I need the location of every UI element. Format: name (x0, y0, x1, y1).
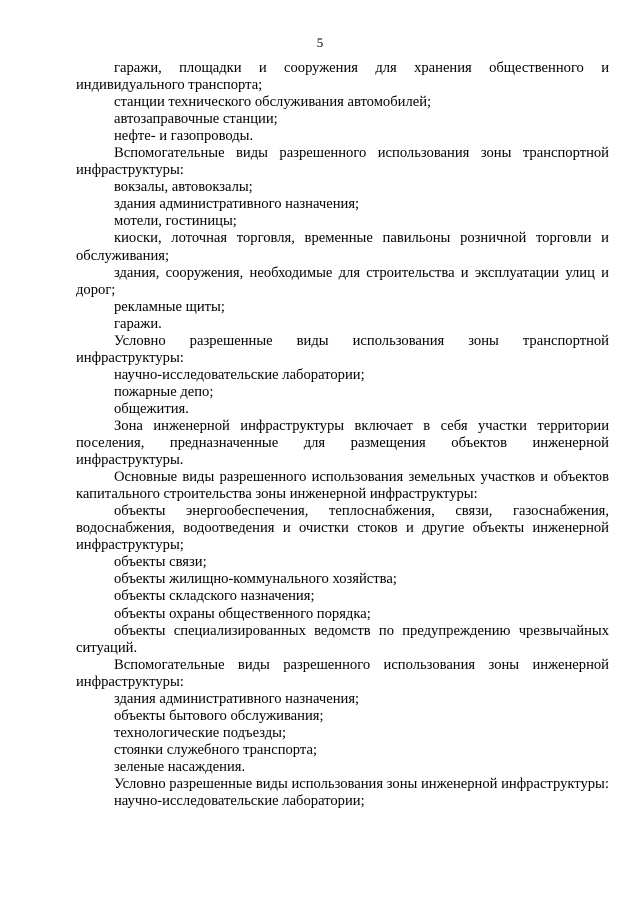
paragraph: Вспомогательные виды разрешенного использования зоны транспортной инфраструктуры: (76, 145, 609, 179)
paragraph: нефте- и газопроводы. (114, 128, 254, 145)
paragraph: объекты специализированных ведомств по предупреждению чрезвычайных ситуаций. (76, 622, 609, 656)
paragraph: объекты связи; (114, 554, 207, 571)
paragraph: Основные виды разрешенного использования земельных участков и объектов капитального строительства зоны инженерной инфраструктуры: (76, 469, 609, 503)
paragraph: гаражи. (114, 315, 162, 332)
paragraph: рекламные щиты; (114, 298, 225, 315)
paragraph: киоски, лоточная торговля, временные павильоны розничной торговли и обслуживания; (76, 230, 609, 264)
paragraph: автозаправочные станции; (114, 111, 278, 128)
document-body (76, 60, 609, 810)
paragraph: гаражи, площадки и сооружения для хранения общественного и индивидуального транспорта; (76, 60, 609, 94)
paragraph: общежития. (114, 400, 189, 417)
paragraph: Зона инженерной инфраструктуры включает в себя участки территории поселения, предназначенные для размещения объектов инженерной инфраструктуры. (76, 417, 609, 469)
paragraph: объекты бытового обслуживания; (114, 707, 324, 724)
paragraph: объекты охраны общественного порядка; (114, 605, 371, 622)
paragraph: здания административного назначения; (114, 690, 360, 707)
paragraph: научно-исследовательские лаборатории; (114, 366, 365, 383)
paragraph: объекты энергообеспечения, теплоснабжения, связи, газоснабжения, водоснабжения, водоотведения и очистки стоков и другие объекты инженерной инфраструктуры; (76, 503, 609, 554)
paragraph: Условно разрешенные виды использования зоны транспортной инфраструктуры: (76, 332, 609, 366)
paragraph: стоянки служебного транспорта; (114, 741, 318, 758)
paragraph: здания административного назначения; (114, 196, 360, 213)
paragraph: станции технического обслуживания автомобилей; (114, 94, 432, 111)
paragraph: мотели, гостиницы; (114, 213, 237, 230)
paragraph: пожарные депо; (114, 383, 214, 400)
paragraph: технологические подъезды; (114, 724, 287, 741)
paragraph: научно-исследовательские лаборатории; (114, 793, 365, 810)
paragraph: Вспомогательные виды разрешенного использования зоны инженерной инфраструктуры: (76, 656, 609, 690)
paragraph: объекты жилищно-коммунального хозяйства; (114, 571, 397, 588)
paragraph: вокзалы, автовокзалы; (114, 179, 253, 196)
paragraph: здания, сооружения, необходимые для строительства и эксплуатации улиц и дорог; (76, 264, 609, 298)
paragraph: зеленые насаждения. (114, 758, 246, 775)
paragraph: объекты складского назначения; (114, 588, 315, 605)
paragraph: Условно разрешенные виды использования зоны инженерной инфраструктуры: (114, 775, 609, 792)
page-number: 5 (316, 35, 324, 50)
